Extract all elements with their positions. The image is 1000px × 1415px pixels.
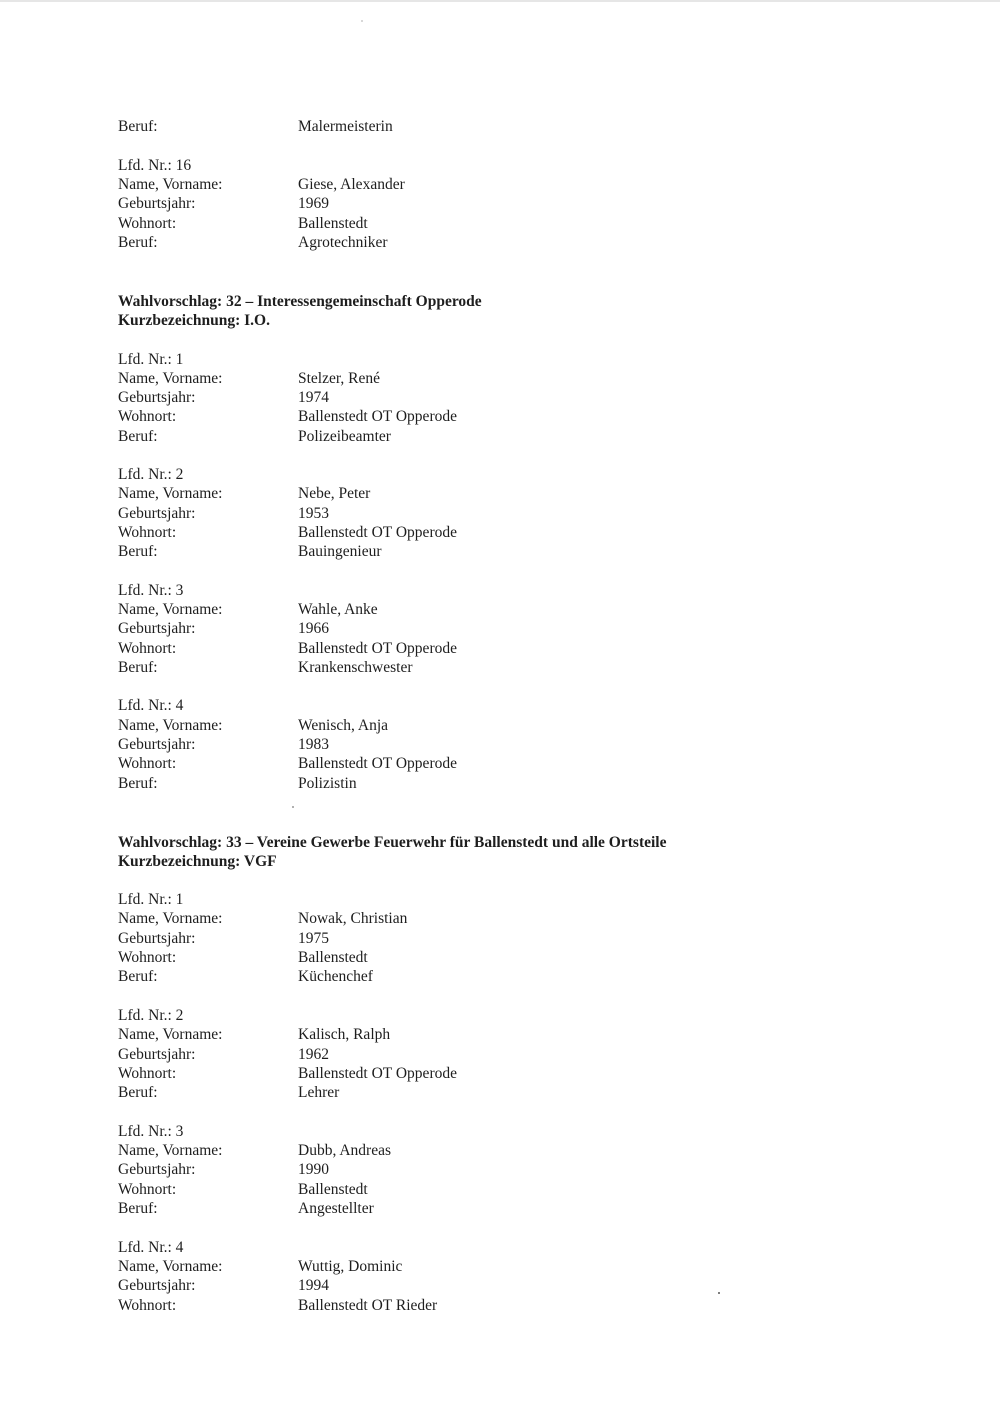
entry-number: Lfd. Nr.: 1 [118, 351, 184, 368]
place-value: Ballenstedt [298, 215, 368, 232]
job-value: Krankenschwester [298, 659, 413, 676]
place-value: Ballenstedt OT Opperode [298, 524, 457, 541]
field-label: Geburtsjahr: [118, 195, 196, 212]
field-label: Geburtsjahr: [118, 1046, 196, 1063]
entry-number: Lfd. Nr.: 3 [118, 1123, 184, 1140]
year-value: 1974 [298, 389, 329, 406]
year-value: 1969 [298, 195, 329, 212]
field-label: Beruf: [118, 659, 158, 676]
name-value: Giese, Alexander [298, 176, 405, 193]
field-label: Wohnort: [118, 949, 177, 966]
field-label: Beruf: [118, 775, 158, 792]
field-label: Name, Vorname: [118, 717, 223, 734]
section-title: Wahlvorschlag: 33 – Vereine Gewerbe Feuerwehr für Ballenstedt und alle Ortsteile [118, 834, 667, 851]
section-title: Wahlvorschlag: 32 – Interessengemeinschaft Opperode [118, 293, 482, 310]
scan-speck [361, 20, 363, 22]
field-label: Geburtsjahr: [118, 389, 196, 406]
field-label: Wohnort: [118, 215, 177, 232]
place-value: Ballenstedt OT Opperode [298, 1065, 457, 1082]
year-value: 1962 [298, 1046, 329, 1063]
field-label: Wohnort: [118, 1181, 177, 1198]
field-label: Name, Vorname: [118, 1258, 223, 1275]
field-label: Wohnort: [118, 1065, 177, 1082]
scan-speck [718, 1292, 720, 1294]
field-label: Beruf: [118, 1200, 158, 1217]
name-value: Stelzer, René [298, 370, 381, 387]
entry-number: Lfd. Nr.: 2 [118, 466, 184, 483]
field-label: Geburtsjahr: [118, 505, 196, 522]
job-value: Agrotechniker [298, 234, 388, 251]
section-short-name: Kurzbezeichnung: I.O. [118, 312, 270, 329]
field-label: Geburtsjahr: [118, 1161, 196, 1178]
year-value: 1966 [298, 620, 329, 637]
place-value: Ballenstedt [298, 949, 368, 966]
name-value: Kalisch, Ralph [298, 1026, 391, 1043]
name-value: Nebe, Peter [298, 485, 371, 502]
job-value: Lehrer [298, 1084, 340, 1101]
name-value: Wahle, Anke [298, 601, 378, 618]
entry-number: Lfd. Nr.: 3 [118, 582, 184, 599]
field-label: Name, Vorname: [118, 601, 223, 618]
year-value: 1975 [298, 930, 329, 947]
field-label: Geburtsjahr: [118, 930, 196, 947]
field-label: Wohnort: [118, 408, 177, 425]
scan-speck [292, 806, 294, 808]
place-value: Ballenstedt OT Opperode [298, 408, 457, 425]
field-label: Name, Vorname: [118, 1142, 223, 1159]
field-label: Beruf: [118, 118, 158, 135]
field-label: Beruf: [118, 428, 158, 445]
field-label: Wohnort: [118, 1297, 177, 1314]
field-label: Name, Vorname: [118, 485, 223, 502]
field-label: Name, Vorname: [118, 1026, 223, 1043]
field-label: Wohnort: [118, 524, 177, 541]
place-value: Ballenstedt OT Rieder [298, 1297, 438, 1314]
entry-number: Lfd. Nr.: 4 [118, 697, 184, 714]
job-value: Bauingenieur [298, 543, 382, 560]
place-value: Ballenstedt [298, 1181, 368, 1198]
job-value: Angestellter [298, 1200, 374, 1217]
field-label: Beruf: [118, 1084, 158, 1101]
place-value: Ballenstedt OT Opperode [298, 640, 457, 657]
place-value: Ballenstedt OT Opperode [298, 755, 457, 772]
section-short-name: Kurzbezeichnung: VGF [118, 853, 277, 870]
year-value: 1953 [298, 505, 329, 522]
field-label: Beruf: [118, 968, 158, 985]
job-value: Polizeibeamter [298, 428, 391, 445]
field-label: Geburtsjahr: [118, 736, 196, 753]
field-label: Wohnort: [118, 640, 177, 657]
name-value: Wuttig, Dominic [298, 1258, 403, 1275]
name-value: Nowak, Christian [298, 910, 408, 927]
scan-edge [0, 0, 1000, 2]
name-value: Wenisch, Anja [298, 717, 389, 734]
entry-number: Lfd. Nr.: 2 [118, 1007, 184, 1024]
job-value: Küchenchef [298, 968, 373, 985]
field-label: Wohnort: [118, 755, 177, 772]
field-value: Malermeisterin [298, 118, 393, 135]
field-label: Geburtsjahr: [118, 620, 196, 637]
field-label: Beruf: [118, 234, 158, 251]
field-label: Name, Vorname: [118, 910, 223, 927]
field-label: Name, Vorname: [118, 370, 223, 387]
name-value: Dubb, Andreas [298, 1142, 391, 1159]
year-value: 1983 [298, 736, 329, 753]
field-label: Name, Vorname: [118, 176, 223, 193]
entry-number: Lfd. Nr.: 16 [118, 157, 192, 174]
entry-number: Lfd. Nr.: 1 [118, 891, 184, 908]
entry-number: Lfd. Nr.: 4 [118, 1239, 184, 1256]
year-value: 1994 [298, 1277, 329, 1294]
year-value: 1990 [298, 1161, 329, 1178]
field-label: Beruf: [118, 543, 158, 560]
job-value: Polizistin [298, 775, 357, 792]
field-label: Geburtsjahr: [118, 1277, 196, 1294]
